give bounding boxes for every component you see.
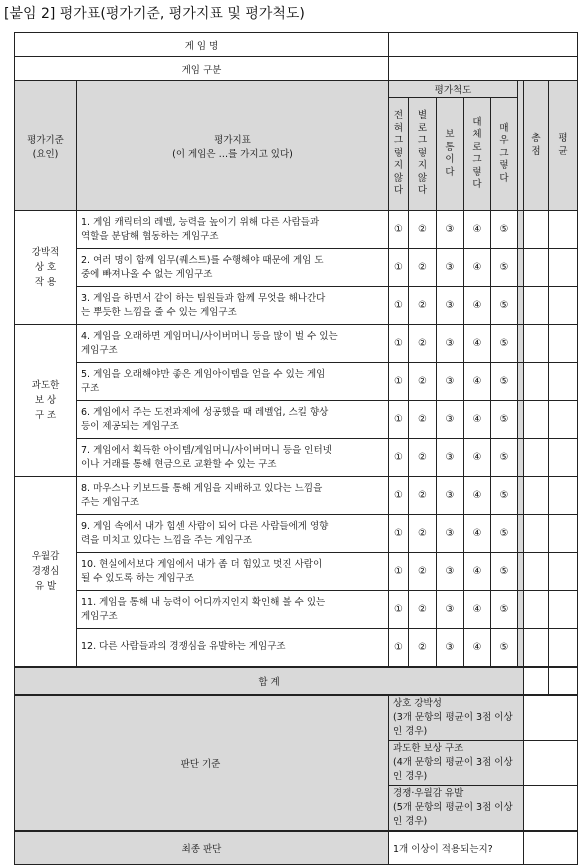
sum-total-cell[interactable] xyxy=(524,667,549,695)
game-type-label: 게임 구분 xyxy=(15,57,389,81)
indicator-text: 7. 게임에서 획득한 아이템/게임머니/사이버머니 등을 인터넷 xyxy=(81,444,332,456)
rating-option-2[interactable]: ② xyxy=(409,553,437,591)
indicator-text: 11. 게임을 통해 내 능력이 어디까지인지 확인해 볼 수 있는 xyxy=(81,596,326,608)
average-cell[interactable] xyxy=(549,477,578,515)
rating-option-3[interactable]: ③ xyxy=(437,553,464,591)
total-header-text: 점 xyxy=(531,145,541,157)
sum-average-cell[interactable] xyxy=(549,667,578,695)
scale-header: 평가척도 xyxy=(389,81,518,98)
scale-option-char: 우 xyxy=(499,135,509,147)
indicator-text: 8. 마우스나 키보드를 통해 게임을 지배하고 있다는 느낌을 xyxy=(81,482,323,494)
judge-criteria-text: 과도한 보상 구조 xyxy=(393,742,464,754)
table-row xyxy=(15,287,578,325)
scale-option-2 xyxy=(409,98,437,211)
criteria-label-text: 작 용 xyxy=(34,277,57,288)
indicator-header-text: (이 게임은 …를 가지고 있다) xyxy=(172,148,293,160)
average-cell[interactable] xyxy=(549,325,578,363)
scale-option-char: 지 xyxy=(417,160,428,172)
indicator-item xyxy=(77,629,389,667)
rating-option-5[interactable]: ⑤ xyxy=(491,401,518,439)
total-cell[interactable] xyxy=(524,211,549,249)
rating-option-1[interactable]: ① xyxy=(389,287,409,325)
average-cell[interactable] xyxy=(549,591,578,629)
game-name-value[interactable] xyxy=(389,33,578,57)
indicator-item xyxy=(77,249,389,287)
total-cell[interactable] xyxy=(524,553,549,591)
average-cell[interactable] xyxy=(549,363,578,401)
indicator-item xyxy=(77,591,389,629)
rating-option-3[interactable]: ③ xyxy=(437,439,464,477)
sum-label: 합 계 xyxy=(15,667,524,695)
indicator-text: 이나 거래를 통해 현금으로 교환할 수 있는 구조 xyxy=(81,458,277,470)
rating-option-1[interactable]: ① xyxy=(389,439,409,477)
rating-option-3[interactable]: ③ xyxy=(437,591,464,629)
scale-option-3 xyxy=(437,98,464,211)
scale-option-char: 다 xyxy=(472,179,482,190)
criteria-header xyxy=(15,81,77,211)
judge-criteria-label: 판단 기준 xyxy=(15,695,389,831)
scale-option-char: 렇 xyxy=(499,160,509,172)
rating-option-5[interactable]: ⑤ xyxy=(491,249,518,287)
evaluation-table xyxy=(14,32,578,865)
average-cell[interactable] xyxy=(549,629,578,667)
rating-option-5[interactable]: ⑤ xyxy=(491,629,518,667)
total-cell[interactable] xyxy=(524,515,549,553)
indicator-header xyxy=(77,81,389,211)
criteria-label xyxy=(15,325,77,477)
rating-option-2[interactable]: ② xyxy=(409,325,437,363)
rating-option-2[interactable]: ② xyxy=(409,211,437,249)
rating-option-2[interactable]: ② xyxy=(409,287,437,325)
rating-option-4[interactable]: ④ xyxy=(464,439,491,477)
scale-option-char: 보 xyxy=(445,129,455,140)
table-row xyxy=(15,401,578,439)
criteria-label xyxy=(15,211,77,325)
indicator-text: 12. 다른 사람들과의 경쟁심을 유발하는 게임구조 xyxy=(81,641,286,653)
indicator-item xyxy=(77,211,389,249)
criteria-label-text: 과도한 xyxy=(31,380,60,391)
rating-option-4[interactable]: ④ xyxy=(464,515,491,553)
rating-option-1[interactable]: ① xyxy=(389,401,409,439)
indicator-text: 역할을 분담해 협동하는 게임구조 xyxy=(81,230,219,242)
indicator-item xyxy=(77,325,389,363)
rating-option-5[interactable]: ⑤ xyxy=(491,553,518,591)
scale-option-char: 혀 xyxy=(393,122,404,134)
scale-option-1 xyxy=(389,98,409,211)
indicator-text: 9. 게임 속에서 내가 힘센 사람이 되어 다른 사람들에게 영향 xyxy=(81,520,329,532)
rating-option-3[interactable]: ③ xyxy=(437,401,464,439)
indicator-item xyxy=(77,439,389,477)
scale-option-char: 렇 xyxy=(393,147,404,159)
indicator-text: 4. 게임을 오래하면 게임머니/사이버머니 등을 많이 벌 수 있는 xyxy=(81,330,338,342)
indicator-item xyxy=(77,553,389,591)
indicator-text: 게임구조 xyxy=(81,344,118,356)
scale-option-char: 로 xyxy=(472,141,482,153)
total-cell[interactable] xyxy=(524,287,549,325)
criteria-label-text: 구 조 xyxy=(34,410,57,421)
total-cell[interactable] xyxy=(524,363,549,401)
scale-option-char: 체 xyxy=(472,129,482,140)
scale-option-char: 로 xyxy=(417,122,428,134)
average-cell[interactable] xyxy=(549,249,578,287)
indicator-item xyxy=(77,363,389,401)
scale-option-char: 별 xyxy=(417,110,428,122)
total-cell[interactable] xyxy=(524,401,549,439)
rating-option-5[interactable]: ⑤ xyxy=(491,211,518,249)
rating-option-5[interactable]: ⑤ xyxy=(491,515,518,553)
total-cell[interactable] xyxy=(524,325,549,363)
indicator-text: 2. 여러 명이 함께 임무(퀘스트)를 수행해야 때문에 게임 도 xyxy=(81,254,324,266)
rating-option-5[interactable]: ⑤ xyxy=(491,325,518,363)
average-cell[interactable] xyxy=(549,439,578,477)
criteria-label-text: 보 상 xyxy=(34,395,57,406)
judge-result-cell[interactable] xyxy=(524,695,578,741)
total-header xyxy=(524,81,549,211)
table-row xyxy=(15,249,578,287)
table-row xyxy=(15,325,578,363)
rating-option-3[interactable]: ③ xyxy=(437,211,464,249)
table-row xyxy=(15,439,578,477)
indicator-text: 6. 게임에서 주는 도전과제에 성공했을 때 레벨업, 스킬 향상 xyxy=(81,406,329,418)
rating-option-5[interactable]: ⑤ xyxy=(491,287,518,325)
scale-option-char: 전 xyxy=(393,110,404,122)
rating-option-4[interactable]: ④ xyxy=(464,325,491,363)
rating-option-5[interactable]: ⑤ xyxy=(491,477,518,515)
total-cell[interactable] xyxy=(524,477,549,515)
judge-criteria-item xyxy=(389,695,524,741)
average-cell[interactable] xyxy=(549,401,578,439)
scale-option-char: 렇 xyxy=(472,166,482,178)
rating-option-3[interactable]: ③ xyxy=(437,363,464,401)
indicator-item xyxy=(77,287,389,325)
average-header-text: 평 xyxy=(558,133,568,144)
indicator-text: 등이 제공되는 게임구조 xyxy=(81,420,179,432)
rating-option-4[interactable]: ④ xyxy=(464,629,491,667)
scale-option-char: 다 xyxy=(417,185,428,197)
scale-option-char: 다 xyxy=(445,166,455,178)
average-cell[interactable] xyxy=(549,211,578,249)
average-cell[interactable] xyxy=(549,515,578,553)
rating-option-1[interactable]: ① xyxy=(389,363,409,401)
indicator-text: 1. 게임 캐릭터의 레벨, 능력을 높이기 위해 다른 사람들과 xyxy=(81,216,320,228)
judge-result-cell[interactable] xyxy=(524,785,578,831)
scale-option-char: 이 xyxy=(445,154,455,165)
rating-option-1[interactable]: ① xyxy=(389,477,409,515)
rating-option-3[interactable]: ③ xyxy=(437,249,464,287)
rating-option-3[interactable]: ③ xyxy=(437,287,464,325)
scale-option-char: 그 xyxy=(472,154,482,165)
scale-option-char: 다 xyxy=(499,172,509,184)
rating-option-3[interactable]: ③ xyxy=(437,515,464,553)
indicator-text: 중에 빠져나올 수 없는 게임구조 xyxy=(81,268,213,280)
rating-option-5[interactable]: ⑤ xyxy=(491,363,518,401)
rating-option-1[interactable]: ① xyxy=(389,591,409,629)
scale-option-char: 대 xyxy=(472,116,482,128)
rating-option-2[interactable]: ② xyxy=(409,249,437,287)
rating-option-4[interactable]: ④ xyxy=(464,249,491,287)
indicator-text: 3. 게임을 하면서 같이 하는 팀원들과 함께 무엇을 해나간다 xyxy=(81,292,326,304)
table-row xyxy=(15,363,578,401)
indicator-text: 주는 게임구조 xyxy=(81,496,140,508)
scale-option-char: 지 xyxy=(393,160,404,172)
rating-option-5[interactable]: ⑤ xyxy=(491,591,518,629)
rating-option-2[interactable]: ② xyxy=(409,629,437,667)
average-cell[interactable] xyxy=(549,553,578,591)
final-judgment-question: 1개 이상이 적용되는지? xyxy=(389,831,524,865)
rating-option-1[interactable]: ① xyxy=(389,553,409,591)
average-cell[interactable] xyxy=(549,287,578,325)
judge-criteria-text: (4개 문항의 평균이 3점 이상인 경우) xyxy=(393,756,513,782)
judge-criteria-text: (5개 문항의 평균이 3점 이상인 경우) xyxy=(393,801,513,827)
criteria-label-text: 우월감 xyxy=(31,550,60,562)
criteria-label xyxy=(15,477,77,667)
game-type-value[interactable] xyxy=(389,57,578,81)
rating-option-1[interactable]: ① xyxy=(389,211,409,249)
indicator-text: 구조 xyxy=(81,382,100,394)
scale-option-char: 매 xyxy=(499,122,509,134)
scale-option-5 xyxy=(491,98,518,211)
judge-criteria-item xyxy=(389,740,524,785)
indicator-text: 10. 현실에서보다 게임에서 내가 좀 더 힘있고 멋진 사람이 xyxy=(81,558,323,570)
indicator-item xyxy=(77,401,389,439)
indicator-item xyxy=(77,477,389,515)
rating-option-4[interactable]: ④ xyxy=(464,363,491,401)
rating-option-1[interactable]: ① xyxy=(389,249,409,287)
total-cell[interactable] xyxy=(524,629,549,667)
table-row xyxy=(15,629,578,667)
indicator-text: 5. 게임을 오래해야만 좋은 게임아이템을 얻을 수 있는 게임 xyxy=(81,368,326,380)
rating-option-4[interactable]: ④ xyxy=(464,401,491,439)
rating-option-4[interactable]: ④ xyxy=(464,287,491,325)
table-row xyxy=(15,211,578,249)
rating-option-4[interactable]: ④ xyxy=(464,591,491,629)
indicator-item xyxy=(77,515,389,553)
total-cell[interactable] xyxy=(524,249,549,287)
scale-option-char: 통 xyxy=(445,141,455,153)
judge-criteria-text: 상호 강박성 xyxy=(393,697,442,709)
criteria-header-text: 평가기준 xyxy=(27,134,64,146)
average-header-text: 균 xyxy=(558,145,568,157)
rating-option-2[interactable]: ② xyxy=(409,477,437,515)
scale-option-char: 다 xyxy=(393,185,404,197)
rating-option-1[interactable]: ① xyxy=(389,629,409,667)
indicator-text: 는 뿌듯한 느낌을 줄 수 있는 게임구조 xyxy=(81,306,237,318)
table-row xyxy=(15,515,578,553)
rating-option-4[interactable]: ④ xyxy=(464,477,491,515)
rating-option-4[interactable]: ④ xyxy=(464,211,491,249)
scale-option-char: 않 xyxy=(417,172,428,184)
final-judgment-result[interactable] xyxy=(524,831,578,865)
judge-result-cell[interactable] xyxy=(524,740,578,785)
rating-option-2[interactable]: ② xyxy=(409,515,437,553)
scale-option-char: 렇 xyxy=(417,147,428,159)
rating-option-3[interactable]: ③ xyxy=(437,629,464,667)
criteria-label-text: 상 호 xyxy=(34,262,57,273)
table-row xyxy=(15,477,578,515)
game-name-label: 게 임 명 xyxy=(15,33,389,57)
total-cell[interactable] xyxy=(524,591,549,629)
criteria-label-text: 유 발 xyxy=(34,580,57,592)
rating-option-2[interactable]: ② xyxy=(409,439,437,477)
judge-criteria-text: (3개 문항의 평균이 3점 이상인 경우) xyxy=(393,711,513,737)
judge-criteria-text: 경쟁·우월감 유발 xyxy=(393,787,464,799)
document-title: [붙임 2] 평가표(평가기준, 평가지표 및 평가척도) xyxy=(4,6,305,22)
indicator-text: 게임구조 xyxy=(81,610,118,622)
rating-option-2[interactable]: ② xyxy=(409,591,437,629)
rating-option-2[interactable]: ② xyxy=(409,401,437,439)
judge-criteria-item xyxy=(389,785,524,831)
total-header-text: 총 xyxy=(531,133,541,144)
table-row xyxy=(15,553,578,591)
rating-option-1[interactable]: ① xyxy=(389,515,409,553)
rating-option-5[interactable]: ⑤ xyxy=(491,439,518,477)
indicator-text: 될 수 있도록 하는 게임구조 xyxy=(81,572,195,584)
criteria-label-text: 경쟁심 xyxy=(31,565,60,577)
rating-option-1[interactable]: ① xyxy=(389,325,409,363)
rating-option-3[interactable]: ③ xyxy=(437,325,464,363)
scale-option-char: 않 xyxy=(393,172,404,184)
indicator-text: 력을 미치고 있다는 느낌을 주는 게임구조 xyxy=(81,534,253,546)
table-row xyxy=(15,591,578,629)
scale-option-char: 그 xyxy=(499,147,509,159)
rating-option-3[interactable]: ③ xyxy=(437,477,464,515)
indicator-header-text: 평가지표 xyxy=(214,134,251,146)
criteria-label-text: 강박적 xyxy=(31,247,60,258)
criteria-header-text: (요인) xyxy=(32,148,59,160)
average-header xyxy=(549,81,578,211)
rating-option-4[interactable]: ④ xyxy=(464,553,491,591)
total-cell[interactable] xyxy=(524,439,549,477)
scale-option-char: 그 xyxy=(417,135,428,147)
rating-option-2[interactable]: ② xyxy=(409,363,437,401)
scale-option-4 xyxy=(464,98,491,211)
scale-option-char: 그 xyxy=(393,135,404,147)
final-judgment-label: 최종 판단 xyxy=(15,831,389,865)
